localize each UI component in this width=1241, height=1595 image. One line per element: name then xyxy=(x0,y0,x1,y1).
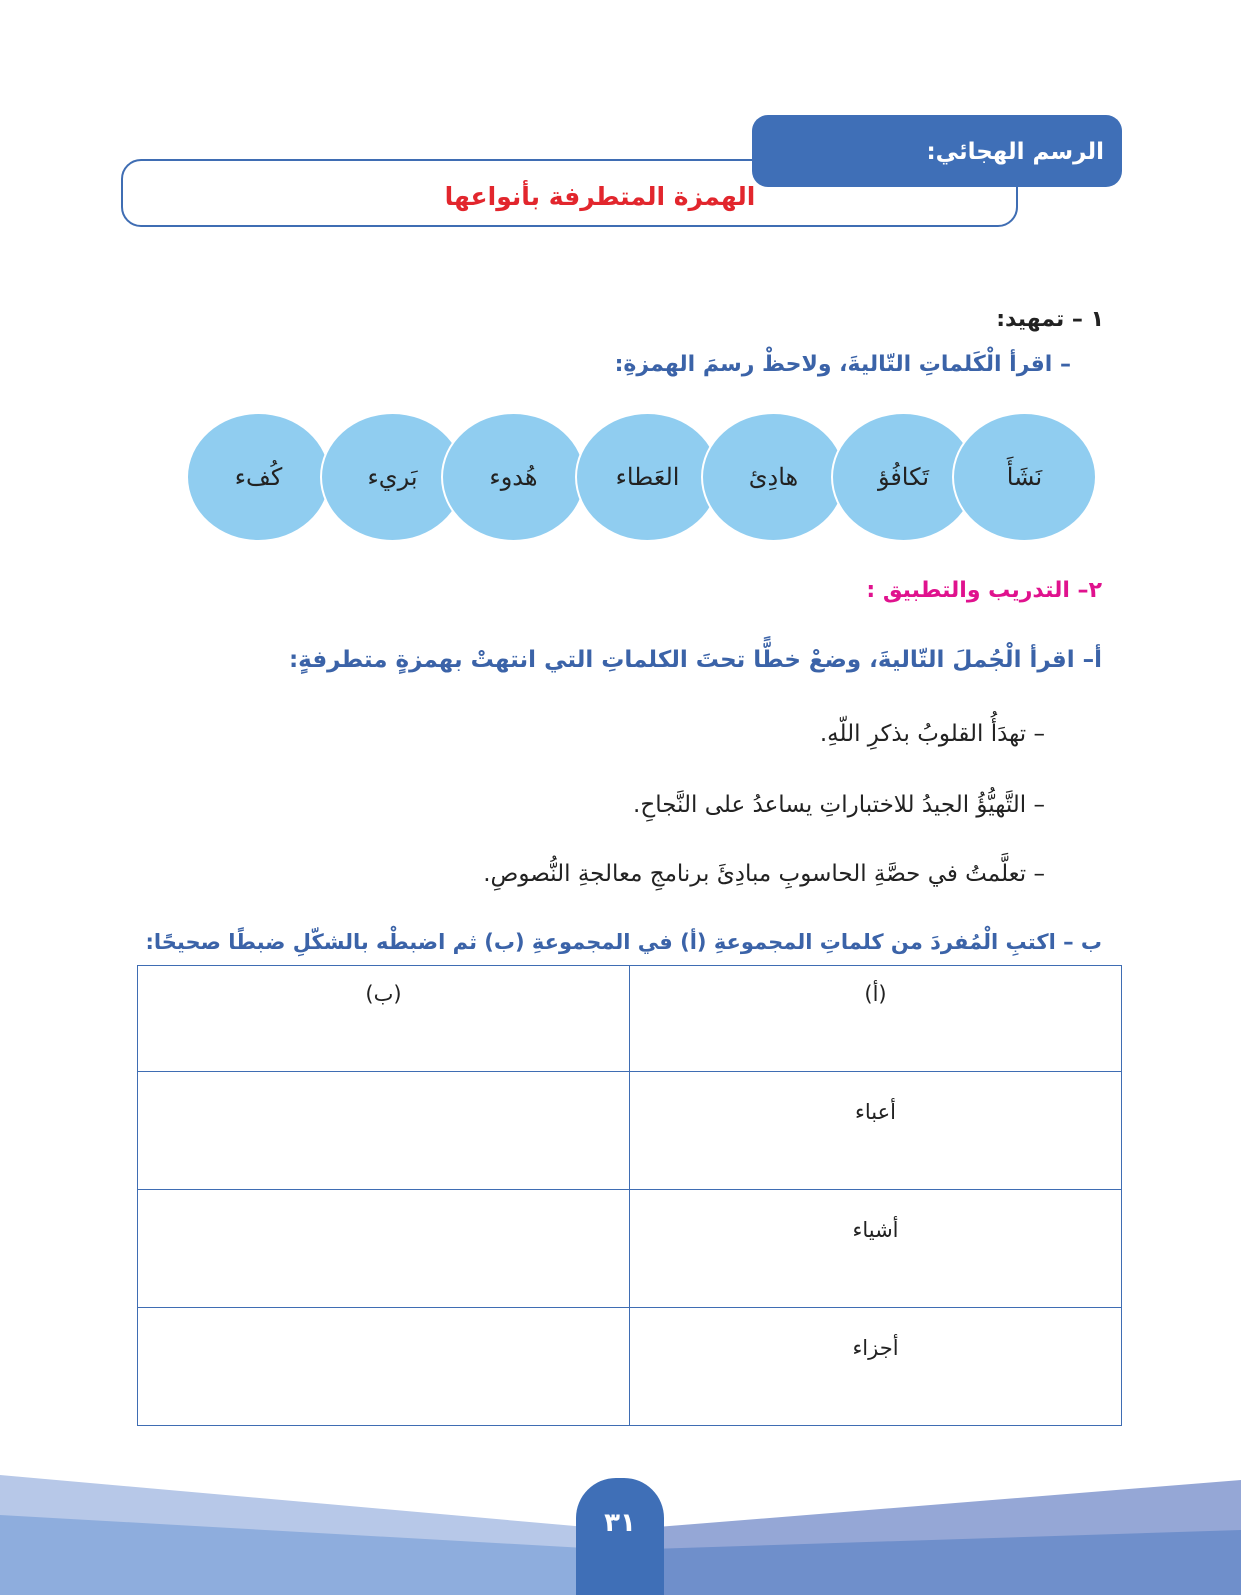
table-cell-a: أشياء xyxy=(630,1190,1122,1308)
sentence-2: – التَّهيُّؤُ الجيدُ للاختباراتِ يساعدُ على النَّجاحِ. xyxy=(633,792,1045,818)
word-label: نَشَأَ xyxy=(1006,463,1043,491)
section-tab-label: الرسم الهجائي: xyxy=(926,139,1104,165)
table-cell-a: أعباء xyxy=(630,1072,1122,1190)
sentence-1: – تهدَأُ القلوبُ بذكرِ اللّهِ. xyxy=(819,721,1045,747)
table-cell-b-answer[interactable] xyxy=(138,1308,630,1426)
lesson-title: الهمزة المتطرفة بأنواعها xyxy=(444,182,756,211)
word-label: العَطاء xyxy=(615,463,680,491)
table-cell-b-answer[interactable] xyxy=(138,1072,630,1190)
table-row xyxy=(138,1190,1122,1308)
part-b-instruction: ب – اكتبِ الْمُفردَ من كلماتِ المجموعةِ (أ) في المجموعةِ (ب) ثم اضبطْه بالشكّلِ ضبطًا صحيحًا: xyxy=(145,930,1102,954)
sentence-3: – تعلَّمتُ في حصَّةِ الحاسوبِ مبادِئَ برنامجِ معالجةِ النُّصوصِ. xyxy=(483,861,1045,887)
exercise-table xyxy=(137,965,1122,1426)
table-header-b: (ب) xyxy=(138,966,630,1072)
part-a-instruction: أ– اقرأ الْجُملَ التّاليةَ، وضعْ خطًّا تحتَ الكلماتِ التي انتهتْ بهمزةٍ متطرفةٍ: xyxy=(288,647,1102,673)
word-label: كُفء xyxy=(234,463,283,491)
table-row xyxy=(138,1072,1122,1190)
intro-instruction: – اقرأ الْكَلماتِ التّاليةَ، ولاحظْ رسمَ الهمزةِ: xyxy=(614,352,1071,377)
word-label: تَكافُؤ xyxy=(877,463,930,491)
word-circle xyxy=(186,412,331,542)
table-header-row xyxy=(138,966,1122,1072)
practice-heading: ٢– التدريب والتطبيق : xyxy=(866,578,1102,603)
intro-heading: ١ – تمهيد: xyxy=(996,307,1104,332)
word-circles xyxy=(186,404,1101,549)
table-header-a: (أ) xyxy=(630,966,1122,1072)
table-cell-b-answer[interactable] xyxy=(138,1190,630,1308)
word-circle xyxy=(575,412,720,542)
word-label: هُدوء xyxy=(489,463,538,491)
word-circle xyxy=(701,412,846,542)
table-cell-a: أجزاء xyxy=(630,1308,1122,1426)
word-label: بَريء xyxy=(367,463,418,491)
word-circle xyxy=(952,412,1097,542)
word-circle xyxy=(441,412,586,542)
word-label: هادِئ xyxy=(748,463,799,491)
page-number: ٣١ xyxy=(604,1508,636,1538)
table-row xyxy=(138,1308,1122,1426)
